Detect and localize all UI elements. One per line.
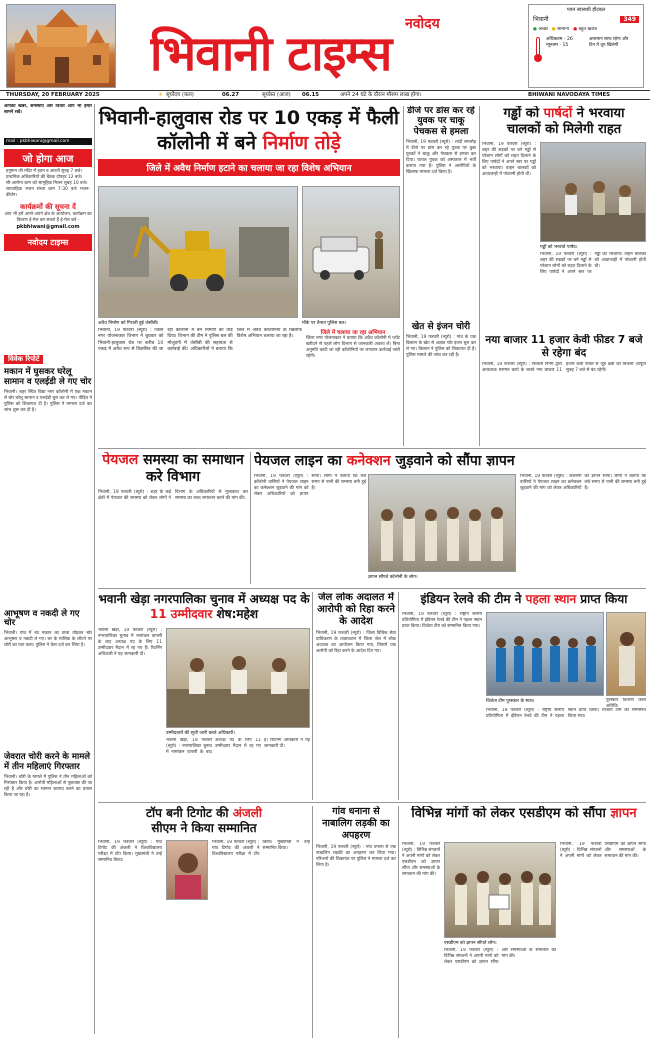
- sdm-memo-caption: एसडीएम को ज्ञापन सौंपते लोग।: [444, 941, 497, 946]
- kidnap-story: [316, 806, 396, 1038]
- sdm-memo-body-cont: भिवानी, 19 फरवरी (ब्यूरो) : विभिन्न संगठनों ने अपनी मांगों को लेकर एसडीएम को ज्ञापन सौंपा और समस्याओं के समाधान की मांग की।: [444, 948, 556, 965]
- weather-title: पवन स्वास्थ्यी हीटबल: [566, 7, 606, 13]
- jo-hoga-list: [4, 167, 92, 201]
- pothole-story: [482, 106, 646, 446]
- lead-caption-2: मौके पर तैनात पुलिस बल।: [302, 321, 347, 326]
- legend-bad: ● बहुत खराब: [573, 27, 597, 32]
- weather-note: आसमान साफ रहेगा और दिन में धूप खिलेगी: [589, 37, 629, 48]
- thermometer-icon: [533, 37, 543, 63]
- anjali-headline: टॉप बनी टिगोट की अंजली सीएम ने किया सम्मानित: [145, 806, 263, 835]
- pothole-headline: गड्ढों को पार्षदों ने भरवाया चालकों को मिलेगी राहत: [503, 106, 625, 137]
- railway-headline: इंडियन रेलवे की टीम ने पहला स्थान प्राप्त किया: [420, 592, 628, 606]
- vivek-headline-3: जेवरात चोरी करने के मामले में तीन महिलाएं गिरफ्तार: [4, 752, 91, 772]
- vivek-body-2: भिवानी। गांव में बंद मकान का ताला तोड़कर चोर आभूषण व नकदी ले गए। घर के मालिक के लौटने पर चोरी का पता चला। पुलिस ने केस दर्ज कर लिया है।: [4, 631, 92, 649]
- masthead: [0, 0, 650, 100]
- sidebar-ad: आपकी खबरें, समस्याएं और विचार आप भी हमारे सामने रखें।: [4, 104, 92, 115]
- pipeline-headline: पेयजल लाइन का कनेक्शन जुड़वाने को सौंपा ज्ञापन: [254, 453, 515, 469]
- railway-photo-2: [606, 612, 646, 696]
- feeder-body: भिवानी, 19 फरवरी (ब्यूरो) : बिजली निगम द्वारा आवश्यक मरम्मत कार्य के चलते नया बाजार 11 हजार केवी फीडर से जुड़े क्षेत्रों की बिजली आपूर्ति सुबह 7 बजे से बंद रहेगी।: [482, 362, 646, 373]
- list-item: हनुमान जी मंदिर में हवन व आरती सुबह 7 बजे।: [6, 169, 83, 174]
- railway-caption-2: पुरस्कार वितरण करते अतिथि।: [606, 698, 646, 709]
- anjali-body: भिवानी, 19 फरवरी (ब्यूरो) : गांव टिगोट की अंजली ने विश्वविद्यालय परीक्षा में टॉप किया। मुख्यमंत्री ने उन्हें सम्मानित किया।: [98, 840, 162, 863]
- list-item: साप्ताहिक भजन संध्या शाम 7:30 बजे भजन-कीर्तन।: [6, 187, 90, 198]
- sdm-memo-body-right: भिवानी, 19 फरवरी (ब्यूरो) : विभिन्न संगठनों ने अपनी मांगों को लेकर एसडीएम को ज्ञापन सौंपा और समस्याओं के समाधान की मांग की।: [560, 842, 646, 859]
- pipeline-photo: [368, 474, 516, 572]
- portrait-icon: [167, 841, 208, 900]
- railway-caption: विजेता टीम पुरस्कार के साथ।: [486, 699, 535, 704]
- water-problem-body: भिवानी, 19 फरवरी (ब्यूरो) : शहर के कई क्षेत्रों में पेयजल की समस्या को लेकर लोगों ने विभाग के अधिकारियों से मुलाकात कर समस्या का जल्द समाधान करने की मांग की।: [98, 490, 248, 501]
- date-strip: [0, 90, 650, 100]
- lead-sidebox-head: जिले में चलाया जा रहा अभियान: [320, 330, 386, 336]
- sidebar-logo: नवोदय टाइम्स: [4, 234, 92, 251]
- railway-body: भिवानी, 19 फरवरी (ब्यूरो) : राष्ट्रीय स्तरीय प्रतियोगिता में इंडियन रेलवे की टीम ने पहला स्थान प्राप्त किया। विजेता टीम को सम्मानित किया गया।: [402, 612, 482, 629]
- aqi-value: 349: [620, 16, 639, 23]
- sdm-memo-headline: विभिन्न मांगों को लेकर एसडीएम को सौंपा ज्ञापन: [411, 806, 637, 821]
- sidebar: [4, 104, 92, 342]
- dj-attack-headline: डीजे पर डांस कर रहे युवक पर चाकू पेचकस से हमला: [407, 106, 475, 137]
- memo-group-icon: [445, 843, 556, 938]
- pothole-body: भिवानी, 19 फरवरी (ब्यूरो) : शहर की सड़कों पर बने गड्ढों से परेशान लोगों को राहत दिलाने के लिए पार्षदों ने अपने स्तर पर गड्ढों को भरवाया। वाहन चालकों को आवाजाही में परेशानी होती थी।: [482, 142, 536, 177]
- sun-icon: ☀: [158, 92, 163, 98]
- jail-court-body: भिवानी, 19 फरवरी (ब्यूरो) : जिला विधिक सेवा प्राधिकरण के तत्वावधान में जिला जेल में लोक अदालत का आयोजन किया गया, जिसमें एक आरोपी को रिहा करने के आदेश दिए गए।: [316, 631, 396, 654]
- railway-photo: [486, 612, 604, 696]
- sdm-memo-body: भिवानी, 19 फरवरी (ब्यूरो) : विभिन्न संगठनों ने अपनी मांगों को लेकर एसडीएम को ज्ञापन सौंपा और समस्याओं के समाधान की मांग की।: [402, 842, 440, 877]
- lead-strap: जिले में अवैध निर्माण हटाने का चलाया जा रहा विशेष अभियान: [98, 159, 400, 176]
- sunrise-label: सूर्योदय (कल): [166, 92, 194, 98]
- karyakram-heading: कार्यक्रमों की सूचना दें: [20, 203, 76, 211]
- brand-small: नवोदय: [405, 16, 440, 32]
- kidnap-headline: गांव धनाना से नाबालिग लड़की का अपहरण: [322, 806, 390, 841]
- vivek-headline-1: मकान में घुसकर घरेलू सामान व एलईडी ले गए चोर: [4, 367, 92, 387]
- jail-court-headline: जेल लोक अदालत में आरोपी को रिहा करने के आदेश: [317, 592, 395, 627]
- vivek-body-3: भिवानी। चोरी के मामले में पुलिस ने तीन महिलाओं को गिरफ्तार किया है। आरोपी महिलाओं से पूछताछ की जा रही है और चोरी का सामान बरामद करने का प्रयास किया जा रहा है।: [4, 774, 92, 798]
- brand-title: भिवानी टाइम्स: [150, 26, 392, 82]
- temp-min: न्यूनतम - 15: [546, 43, 569, 48]
- officials-icon: [167, 629, 310, 728]
- lead-photo-bulldozer: [98, 186, 298, 318]
- railway-story: [402, 592, 646, 800]
- election-body-cont: भवानी खेड़ा, 19 फरवरी (ब्यूरो) : नगरपालिका चुनाव में नामांकन वापसी के बाद अध्यक्ष पद के लिए 11 उम्मीदवार मैदान में रह गए हैं। रिटर्निंग अधिकारी ने यह जानकारी दी।: [166, 738, 310, 755]
- weather-tagline: अपने 24 घंटे के दौरान मौसम लाख होगा।: [340, 92, 422, 98]
- vivek-column: [4, 346, 92, 1036]
- vivek-headline-2: आभूषण व नकदी ले गए चोर: [4, 608, 80, 629]
- legend-normal: ● सामान्य: [551, 27, 570, 32]
- election-caption: उम्मीदवारों की सूची जारी करते अधिकारी।: [166, 731, 236, 736]
- water-problem-headline: पेयजल समस्या का समाधान करे विभाग: [102, 452, 244, 485]
- police-vehicle-icon: [303, 187, 400, 318]
- pipeline-body-cont: भिवानी, 19 फरवरी (ब्यूरो) : कॉलोनी वासियों ने पेयजल लाइन का कनेक्शन जुड़वाने की मांग को लेकर अधिकारियों को ज्ञापन सौंपा। लोगों ने बताया कि लंबे समय से पानी की समस्या बनी हुई है।: [520, 474, 646, 491]
- election-story: [98, 592, 310, 800]
- jo-hoga-aaj-heading: जो होगा आज: [4, 149, 92, 167]
- pipeline-caption: ज्ञापन सौंपते कॉलोनी के लोग।: [368, 575, 418, 580]
- jail-court-story: [316, 592, 396, 800]
- lead-sidebox: [306, 328, 400, 446]
- temple-icon: [7, 5, 116, 88]
- pothole-photo: [540, 142, 646, 242]
- anjali-photo: [166, 840, 208, 900]
- karyakram-email[interactable]: pkbhiwani@gmail.com: [16, 224, 80, 230]
- pipeline-body: भिवानी, 19 फरवरी (ब्यूरो) : कॉलोनी वासियों ने पेयजल लाइन का कनेक्शन जुड़वाने की मांग को लेकर अधिकारियों को ज्ञापन सौंपा। लोगों ने बताया कि लंबे समय से पानी की समस्या बनी हुई है।: [254, 474, 366, 497]
- vivek-tag: विवेक रिपोर्ट: [4, 355, 43, 364]
- election-photo: [166, 628, 310, 728]
- railway-body-cont: भिवानी, 19 फरवरी (ब्यूरो) : राष्ट्रीय स्तरीय प्रतियोगिता में इंडियन रेलवे की टीम ने पहला स्थान प्राप्त किया। विजेता टीम को सम्मानित किया गया।: [486, 708, 646, 719]
- team-icon: [487, 613, 604, 696]
- group-people-icon: [369, 475, 516, 572]
- list-item: प्राथमिक अधिकारियों की बैठक दोपहर 12 बजे।: [6, 175, 83, 180]
- engine-theft-body: भिवानी, 19 फरवरी (ब्यूरो) : गांव के एक किसान के खेत से अज्ञात चोर इंजन चुरा कर ले गए। किसान ने पुलिस को शिकायत दी है। पुलिस मामले की जांच कर रही है।: [406, 335, 476, 359]
- water-problem-story: [98, 452, 248, 584]
- anjali-story: [98, 806, 310, 1038]
- legend-good: ● अच्छा: [533, 27, 548, 32]
- lead-story: [98, 106, 400, 446]
- vivek-body-1: भिवानी। शहर स्थित विद्या नगर कॉलोनी में एक मकान से चोर घरेलू सामान व एलईडी चुरा कर ले गए। पीड़ित ने पुलिस को शिकायत दी है। पुलिस ने मामला दर्ज कर जांच शुरू कर दी है।: [4, 389, 92, 413]
- sunrise-value: 06.27: [222, 92, 240, 98]
- middle-column: [406, 106, 476, 446]
- karyakram-text: आप भी हमें अपने-अपने क्षेत्र के आयोजन, कार्यक्रम का विवरण ई-मेल कर सकते हैं ई-मेल करें -: [4, 212, 92, 223]
- weather-box: [528, 4, 644, 88]
- feeder-headline: नया बाजार 11 हजार केवी फीडर 7 बजे से रहेगा बंद: [485, 334, 643, 359]
- temple-photo: [6, 4, 116, 88]
- pothole-body-cont: भिवानी, 19 फरवरी (ब्यूरो) : शहर की सड़कों पर बने गड्ढों से परेशान लोगों को राहत दिलाने के लिए पार्षदों ने अपने स्तर पर गड्ढों को भरवाया। वाहन चालकों को आवाजाही में परेशानी होती थी।: [540, 252, 646, 275]
- anjali-body-cont: भिवानी, 19 फरवरी (ब्यूरो) : गांव टिगोट की अंजली ने विश्वविद्यालय परीक्षा में टॉप किया। मुख्यमंत्री ने उन्हें सम्मानित किया।: [212, 840, 310, 857]
- pothole-caption: गड्ढों को भरवाते पार्षद।: [540, 245, 578, 250]
- person-icon: [607, 613, 646, 696]
- election-headline: भवानी खेड़ा नगरपालिका चुनाव में अध्यक्ष पद के 11 उम्मीदवार शेष:महेश: [98, 592, 310, 621]
- list-item: सी-आरोग्य शाम को सामूहिक मिलन सुबह 10 बजे।: [6, 181, 88, 186]
- sidebar-email[interactable]: mail : pkbhiwani@gmail.com: [4, 138, 92, 145]
- workers-icon: [541, 143, 646, 242]
- weather-city: भिवानी: [533, 16, 549, 23]
- lead-photo-police: [302, 186, 400, 318]
- english-title: BHIWANI NAVODAYA TIMES: [528, 92, 611, 98]
- pipeline-story: [254, 452, 646, 584]
- bulldozer-icon: [99, 187, 298, 318]
- sunset-label: सूर्यास्त (आज): [262, 92, 291, 98]
- lead-headline: भिवानी-हालुवास रोड पर 10 एकड़ में फैली कॉलोनी में बने निर्माण तोड़े: [99, 107, 399, 154]
- lead-sidebox-body: जिला नगर योजनाकार ने बताया कि अवैध कॉलोनी में प्लॉट खरीदने से पहले लोग विभाग से जानकारी अवश्य लें। बिना अनुमति काटी जा रही कॉलोनियों पर लगातार कार्रवाई जारी रहेगी।: [306, 336, 400, 359]
- sdm-memo-story: [402, 806, 646, 1038]
- issue-date: THURSDAY, 20 FEBRUARY 2025: [6, 92, 100, 98]
- dj-attack-body: भिवानी, 19 फरवरी (ब्यूरो) : शादी समारोह में डीजे पर डांस कर रहे युवक पर कुछ युवकों ने चाकू और पेचकस से हमला कर दिया। घायल युवक को अस्पताल में भर्ती कराया गया है। पुलिस ने आरोपियों के खिलाफ मामला दर्ज किया है।: [406, 140, 476, 176]
- lead-body: भिवानी, 19 फरवरी (ब्यूरो) : जिला नगर योजनाकार विभाग ने बुधवार को भिवानी-हालुवास रोड पर करीब 10 एकड़ में अवैध रूप से विकसित की जा रही कॉलोनी में बने निर्माण को तोड़ दिया। विभाग की टीम ने पुलिस बल की मौजूदगी में जेसीबी की सहायता से कार्रवाई की। अधिकारियों ने बताया कि जिले में अवैध कॉलोनियों के खिलाफ विशेष अभियान चलाया जा रहा है।: [98, 328, 302, 352]
- sdm-memo-photo: [444, 842, 556, 938]
- lead-caption-1: अवैध निर्माण को गिराती हुई जेसीबी।: [98, 321, 159, 326]
- sunset-value: 06.15: [302, 92, 320, 98]
- election-body: भवानी खेड़ा, 19 फरवरी (ब्यूरो) : नगरपालिका चुनाव में नामांकन वापसी के बाद अध्यक्ष पद के लिए 11 उम्मीदवार मैदान में रह गए हैं। रिटर्निंग अधिकारी ने यह जानकारी दी।: [98, 628, 162, 657]
- kidnap-body: भिवानी, 19 फरवरी (ब्यूरो) : गांव धनाना से एक नाबालिग लड़की का अपहरण कर लिया गया। परिजनों की शिकायत पर पुलिस ने मामला दर्ज कर लिया है।: [316, 845, 396, 868]
- engine-theft-headline: खेत से इंजन चोरी: [411, 322, 471, 333]
- temp-max: अधिकतम - 26: [546, 37, 573, 42]
